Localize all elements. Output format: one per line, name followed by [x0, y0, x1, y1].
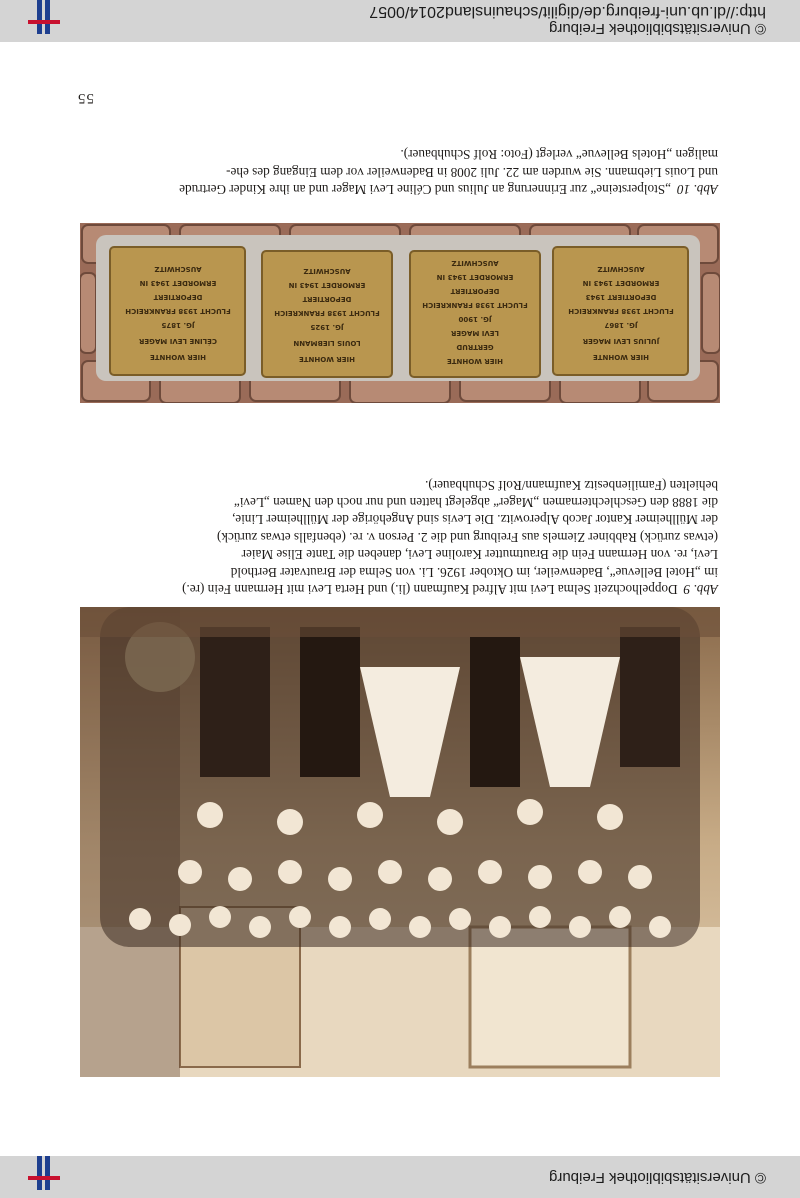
svg-text:ERMORDET 1943 IN: ERMORDET 1943 IN	[436, 273, 514, 281]
svg-text:AUSCHWITZ: AUSCHWITZ	[451, 259, 499, 267]
svg-text:ERMORDET 1943 IN: ERMORDET 1943 IN	[139, 279, 217, 287]
svg-text:DEPORTIERT: DEPORTIERT	[153, 293, 203, 301]
svg-text:FLUCHT 1938 FRANKREICH: FLUCHT 1938 FRANKREICH	[125, 307, 231, 315]
caption-line: Levi, re. von Hermann Fein die Brautmutter Karoline Levi, daneben die Tante Elise Maier	[241, 547, 718, 563]
svg-text:LEVI MAGER: LEVI MAGER	[450, 329, 500, 337]
svg-text:JG. 1925: JG. 1925	[310, 323, 344, 331]
svg-text:HIER WOHNTE: HIER WOHNTE	[592, 353, 650, 361]
svg-text:JG. 1900: JG. 1900	[458, 315, 492, 323]
university-logo-icon	[24, 0, 64, 38]
svg-text:DEPORTIERT 1943: DEPORTIERT 1943	[585, 293, 657, 301]
svg-text:AUSCHWITZ: AUSCHWITZ	[597, 265, 645, 273]
page-number: 55	[77, 90, 94, 106]
caption-figure-9	[78, 476, 718, 598]
header-copyright: © Universitätsbibliothek Freiburg	[549, 20, 766, 37]
caption-line: der Müllheimer Kantor Jacob Alperowitz. Die Levis sind Angehörige der Müllheimer Linie,	[232, 512, 718, 528]
wedding-photograph	[80, 607, 720, 1077]
caption-line: im „Hotel Bellevue“, Badenweiler, im Oktober 1926. Li. von Selma der Brautvater Berthold	[230, 564, 718, 580]
caption-line: Abb. 10„Stolpersteine“ zur Erinnerung an Julius und Céline Levi Mager und an ihre Kinder Gertrude	[179, 182, 718, 197]
svg-text:JG. 1875: JG. 1875	[161, 321, 195, 329]
footer-copyright: © Universitätsbibliothek Freiburg	[549, 1169, 766, 1186]
caption-line: die 1888 den Geschlechternamen „Mager“ abgelegt hatten und nur noch den Namen „Levi“	[233, 494, 718, 510]
caption-line: behielten (Familienbesitz Kaufmann/Rolf Schuhbauer).	[425, 477, 718, 493]
caption-line: Abb. 9Doppelhochzeit Selma Levi mit Alfred Kaufmann (li.) und Herta Levi mit Hermann Fein (re.)	[182, 582, 718, 597]
stolpersteine-photograph	[80, 223, 720, 403]
svg-text:ERMORDET 1943 IN: ERMORDET 1943 IN	[288, 281, 366, 289]
svg-text:FLUCHT 1938 FRANKREICH: FLUCHT 1938 FRANKREICH	[274, 309, 380, 317]
svg-text:FLUCHT 1938 FRANKREICH: FLUCHT 1938 FRANKREICH	[568, 307, 674, 315]
stolperstein	[110, 247, 245, 375]
svg-text:DEPORTIERT: DEPORTIERT	[450, 287, 500, 295]
svg-text:CÉLINE LEVI MAGER: CÉLINE LEVI MAGER	[138, 337, 218, 345]
svg-text:AUSCHWITZ: AUSCHWITZ	[303, 267, 351, 275]
stolperstein	[553, 247, 688, 375]
figure-label: Abb. 9	[683, 582, 718, 597]
stolperstein	[410, 251, 540, 377]
svg-text:ERMORDET 1943 IN: ERMORDET 1943 IN	[582, 279, 660, 287]
svg-text:HIER WOHNTE: HIER WOHNTE	[149, 353, 207, 361]
caption-line: und Louis Liebmann. Sie wurden am 22. Juli 2008 in Badenweiler vor dem Eingang des ehe-	[226, 164, 718, 180]
svg-text:DEPORTIERT: DEPORTIERT	[302, 295, 352, 303]
caption-figure-10	[78, 146, 718, 198]
caption-line: maligen „Hotels Bellevue“ verlegt (Foto: Rolf Schuhbauer).	[400, 147, 718, 163]
university-logo-icon	[24, 1156, 64, 1194]
svg-text:HIER WOHNTE: HIER WOHNTE	[446, 357, 504, 365]
svg-text:JG. 1867: JG. 1867	[604, 321, 638, 329]
svg-text:FLUCHT 1938 FRANKREICH: FLUCHT 1938 FRANKREICH	[422, 301, 528, 309]
footer-band	[0, 1156, 800, 1198]
header-band	[0, 0, 800, 42]
header-url-link[interactable]: http://dl.ub.uni-freiburg.de/digilit/schauinsland2014/0057	[369, 3, 766, 20]
svg-text:LOUIS LIEBMANN: LOUIS LIEBMANN	[293, 339, 361, 347]
svg-text:JULIUS LEVI MAGER: JULIUS LEVI MAGER	[582, 337, 660, 345]
svg-text:GERTRUD: GERTRUD	[456, 343, 494, 351]
figure-label: Abb. 10	[676, 182, 718, 197]
svg-text:AUSCHWITZ: AUSCHWITZ	[154, 265, 202, 273]
stolperstein	[262, 251, 392, 377]
caption-line: (etwas zurück) Rabbiner Ziemels aus Freiburg und die 2. Person v. re. (ebenfalls etwas zurück)	[217, 529, 718, 545]
svg-text:HIER WOHNTE: HIER WOHNTE	[298, 355, 356, 363]
